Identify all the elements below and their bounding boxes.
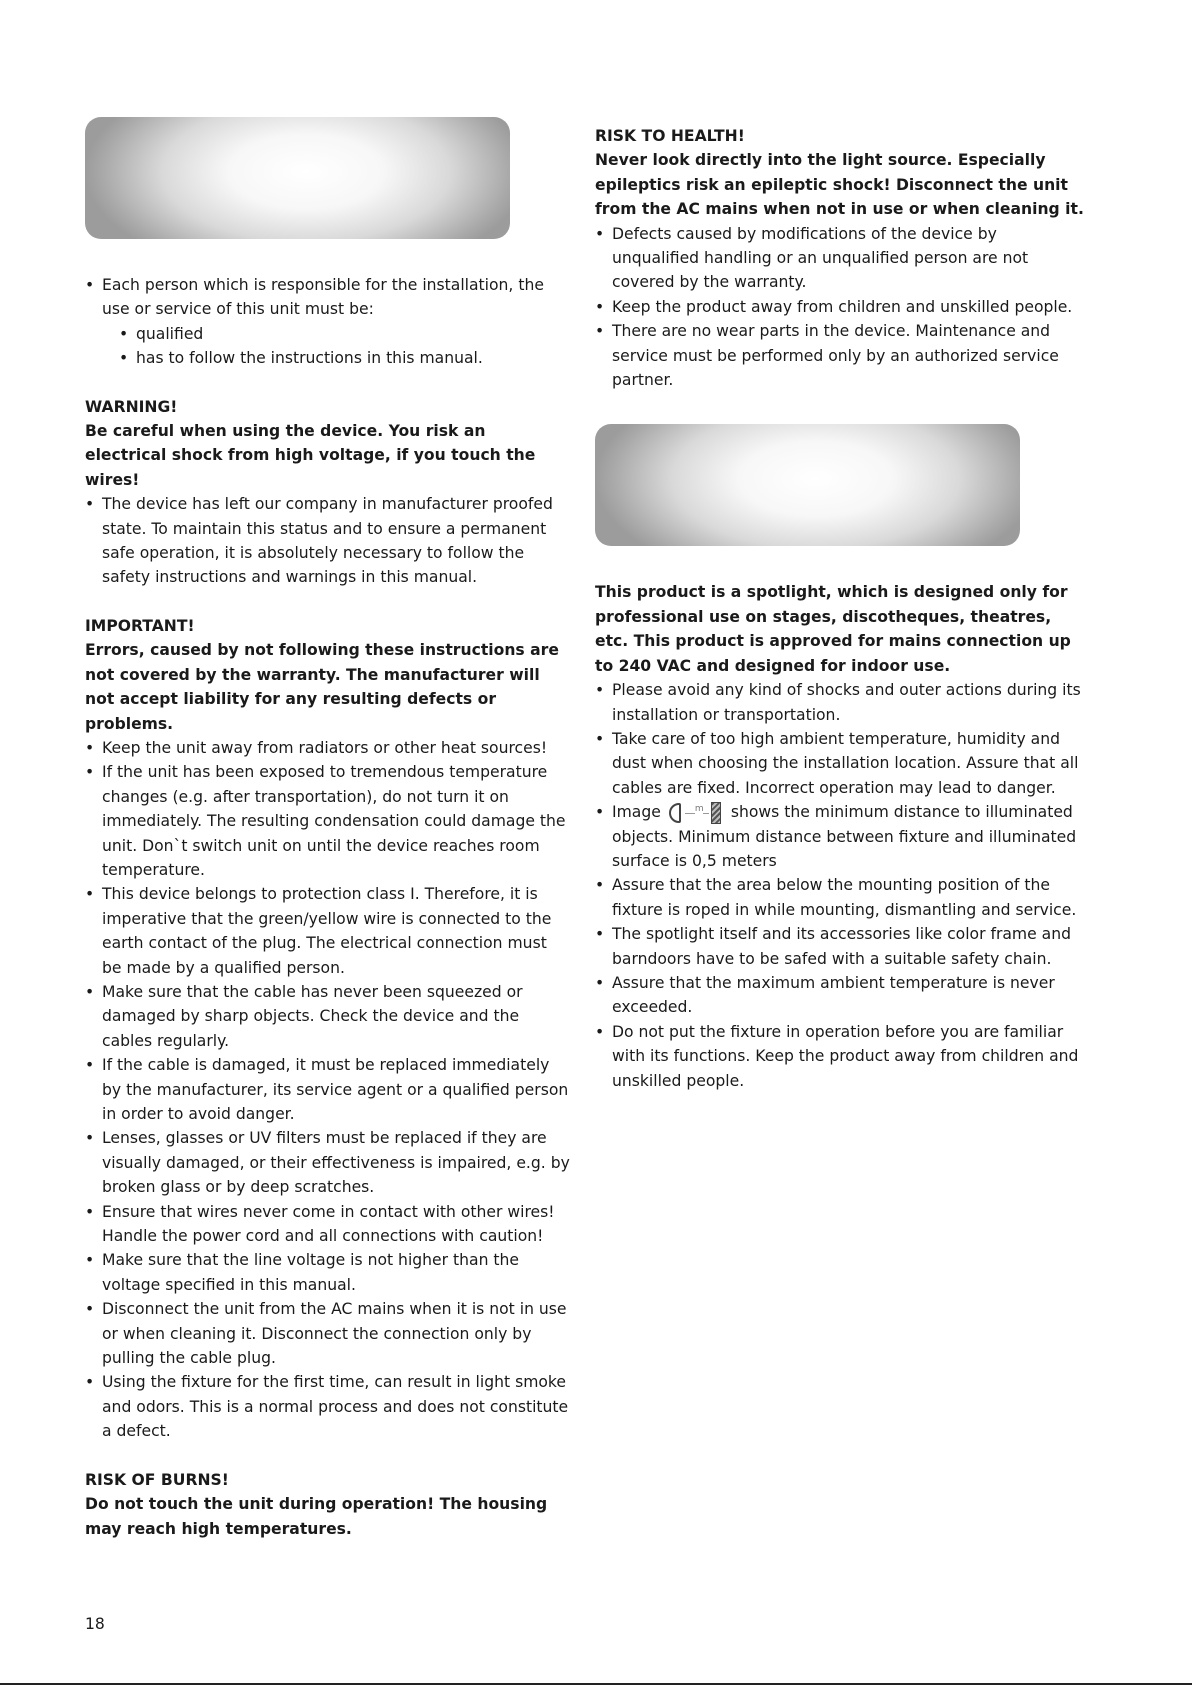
list-item: • If the unit has been exposed to tremendous temperature changes (e.g. after transportation), do not turn it on immediately. The resulting condensation could damage the unit. Don`t switch unit on until the device reaches room temperature. (85, 760, 570, 882)
list-item: • Make sure that the line voltage is not higher than the voltage specified in this manual. (85, 1248, 570, 1297)
important-text: Errors, caused by not following these instructions are not covered by the warranty. The manufacturer will not accept liability for any resulting defects or problems. (85, 641, 559, 733)
warning-heading: WARNING! (85, 397, 178, 416)
list-item: • Assure that the maximum ambient temperature is never exceeded. (595, 971, 1085, 1020)
page-number: 18 (85, 1615, 105, 1633)
list-item: • has to follow the instructions in this manual. (119, 346, 570, 370)
list-item: • Assure that the area below the mounting position of the fixture is roped in while mounting, dismantling and service. (595, 873, 1085, 922)
list-item: • There are no wear parts in the device. Maintenance and service must be performed only by an authorized service partner. (595, 319, 1085, 392)
health-list (595, 222, 1085, 393)
list-item: • Keep the unit away from radiators or other heat sources! (85, 736, 570, 760)
minimum-distance-icon (665, 802, 727, 824)
left-column (85, 117, 570, 1541)
important-heading: IMPORTANT! (85, 616, 195, 635)
burns-heading: RISK OF BURNS! (85, 1470, 229, 1489)
list-item-image-distance (595, 800, 1085, 873)
list-item: • If the cable is damaged, it must be replaced immediately by the manufacturer, its service agent or a qualified person in order to avoid danger. (85, 1053, 570, 1126)
usage-text: This product is a spotlight, which is designed only for professional use on stages, discotheques, theatres, etc. This product is approved for mains connection up to 240 VAC and designed for indoor use. (595, 583, 1071, 675)
list-item: • Defects caused by modifications of the device by unqualified handling or an unqualified person are not covered by the warranty. (595, 222, 1085, 295)
list-item: • Keep the product away from children and unskilled people. (595, 295, 1085, 319)
list-item: • Using the fixture for the first time, can result in light smoke and odors. This is a normal process and does not constitute a defect. (85, 1370, 570, 1443)
list-item: • Lenses, glasses or UV filters must be replaced if they are visually damaged, or their effectiveness is impaired, e.g. by broken glass or by deep scratches. (85, 1126, 570, 1199)
burns-text: Do not touch the unit during operation! The housing may reach high temperatures. (85, 1495, 548, 1538)
lamp-icon (669, 803, 681, 823)
list-item: • Ensure that wires never come in contact with other wires! Handle the power cord and all connections with caution! (85, 1200, 570, 1249)
section-header-banner-right (595, 424, 1020, 546)
list-item: • Each person which is responsible for the installation, the use or service of this unit must be: (85, 273, 570, 322)
image-bullet-prefix: Image (612, 803, 661, 822)
warning-text: Be careful when using the device. You risk an electrical shock from high voltage, if you touch the wires! (85, 422, 536, 489)
right-column (595, 124, 1085, 1093)
qualification-list (85, 273, 570, 322)
list-item: • qualified (119, 322, 570, 346)
list-item: • Please avoid any kind of shocks and outer actions during its installation or transportation. (595, 678, 1085, 727)
image-bullet-suffix: shows the minimum distance to illuminated objects. Minimum distance between fixture and illuminated surface is 0,5 meters (612, 803, 1077, 870)
list-item: • Do not put the fixture in operation before you are familiar with its functions. Keep the product away from children and unskilled people. (595, 1020, 1085, 1093)
list-item: • The spotlight itself and its accessories like color frame and barndoors have to be safed with a suitable safety chain. (595, 922, 1085, 971)
important-list (85, 736, 570, 1444)
usage-list (595, 678, 1085, 1093)
list-item: • Make sure that the cable has never been squeezed or damaged by sharp objects. Check the device and the cables regularly. (85, 980, 570, 1053)
distance-unit-label: m (694, 803, 704, 814)
list-item: • The device has left our company in manufacturer proofed state. To maintain this status and to ensure a permanent safe operation, it is absolutely necessary to follow the safety instructions and warnings in this manual. (85, 492, 570, 590)
health-heading: RISK TO HEALTH! (595, 127, 745, 145)
wall-icon (711, 802, 721, 824)
section-header-banner-left (85, 117, 510, 239)
list-item: • Take care of too high ambient temperature, humidity and dust when choosing the installation location. Assure that all cables are fixed. Incorrect operation may lead to danger. (595, 727, 1085, 800)
warning-list (85, 492, 570, 590)
qualification-sublist (119, 322, 570, 371)
list-item: • This device belongs to protection class I. Therefore, it is imperative that the green/yellow wire is connected to the earth contact of the plug. The electrical connection must be made by a qualified person. (85, 882, 570, 980)
list-item: • Disconnect the unit from the AC mains when it is not in use or when cleaning it. Disconnect the connection only by pulling the cable plug. (85, 1297, 570, 1370)
health-text: Never look directly into the light source. Especially epileptics risk an epileptic shock! Disconnect the unit from the AC mains when not in use or when cleaning it. (595, 151, 1084, 219)
